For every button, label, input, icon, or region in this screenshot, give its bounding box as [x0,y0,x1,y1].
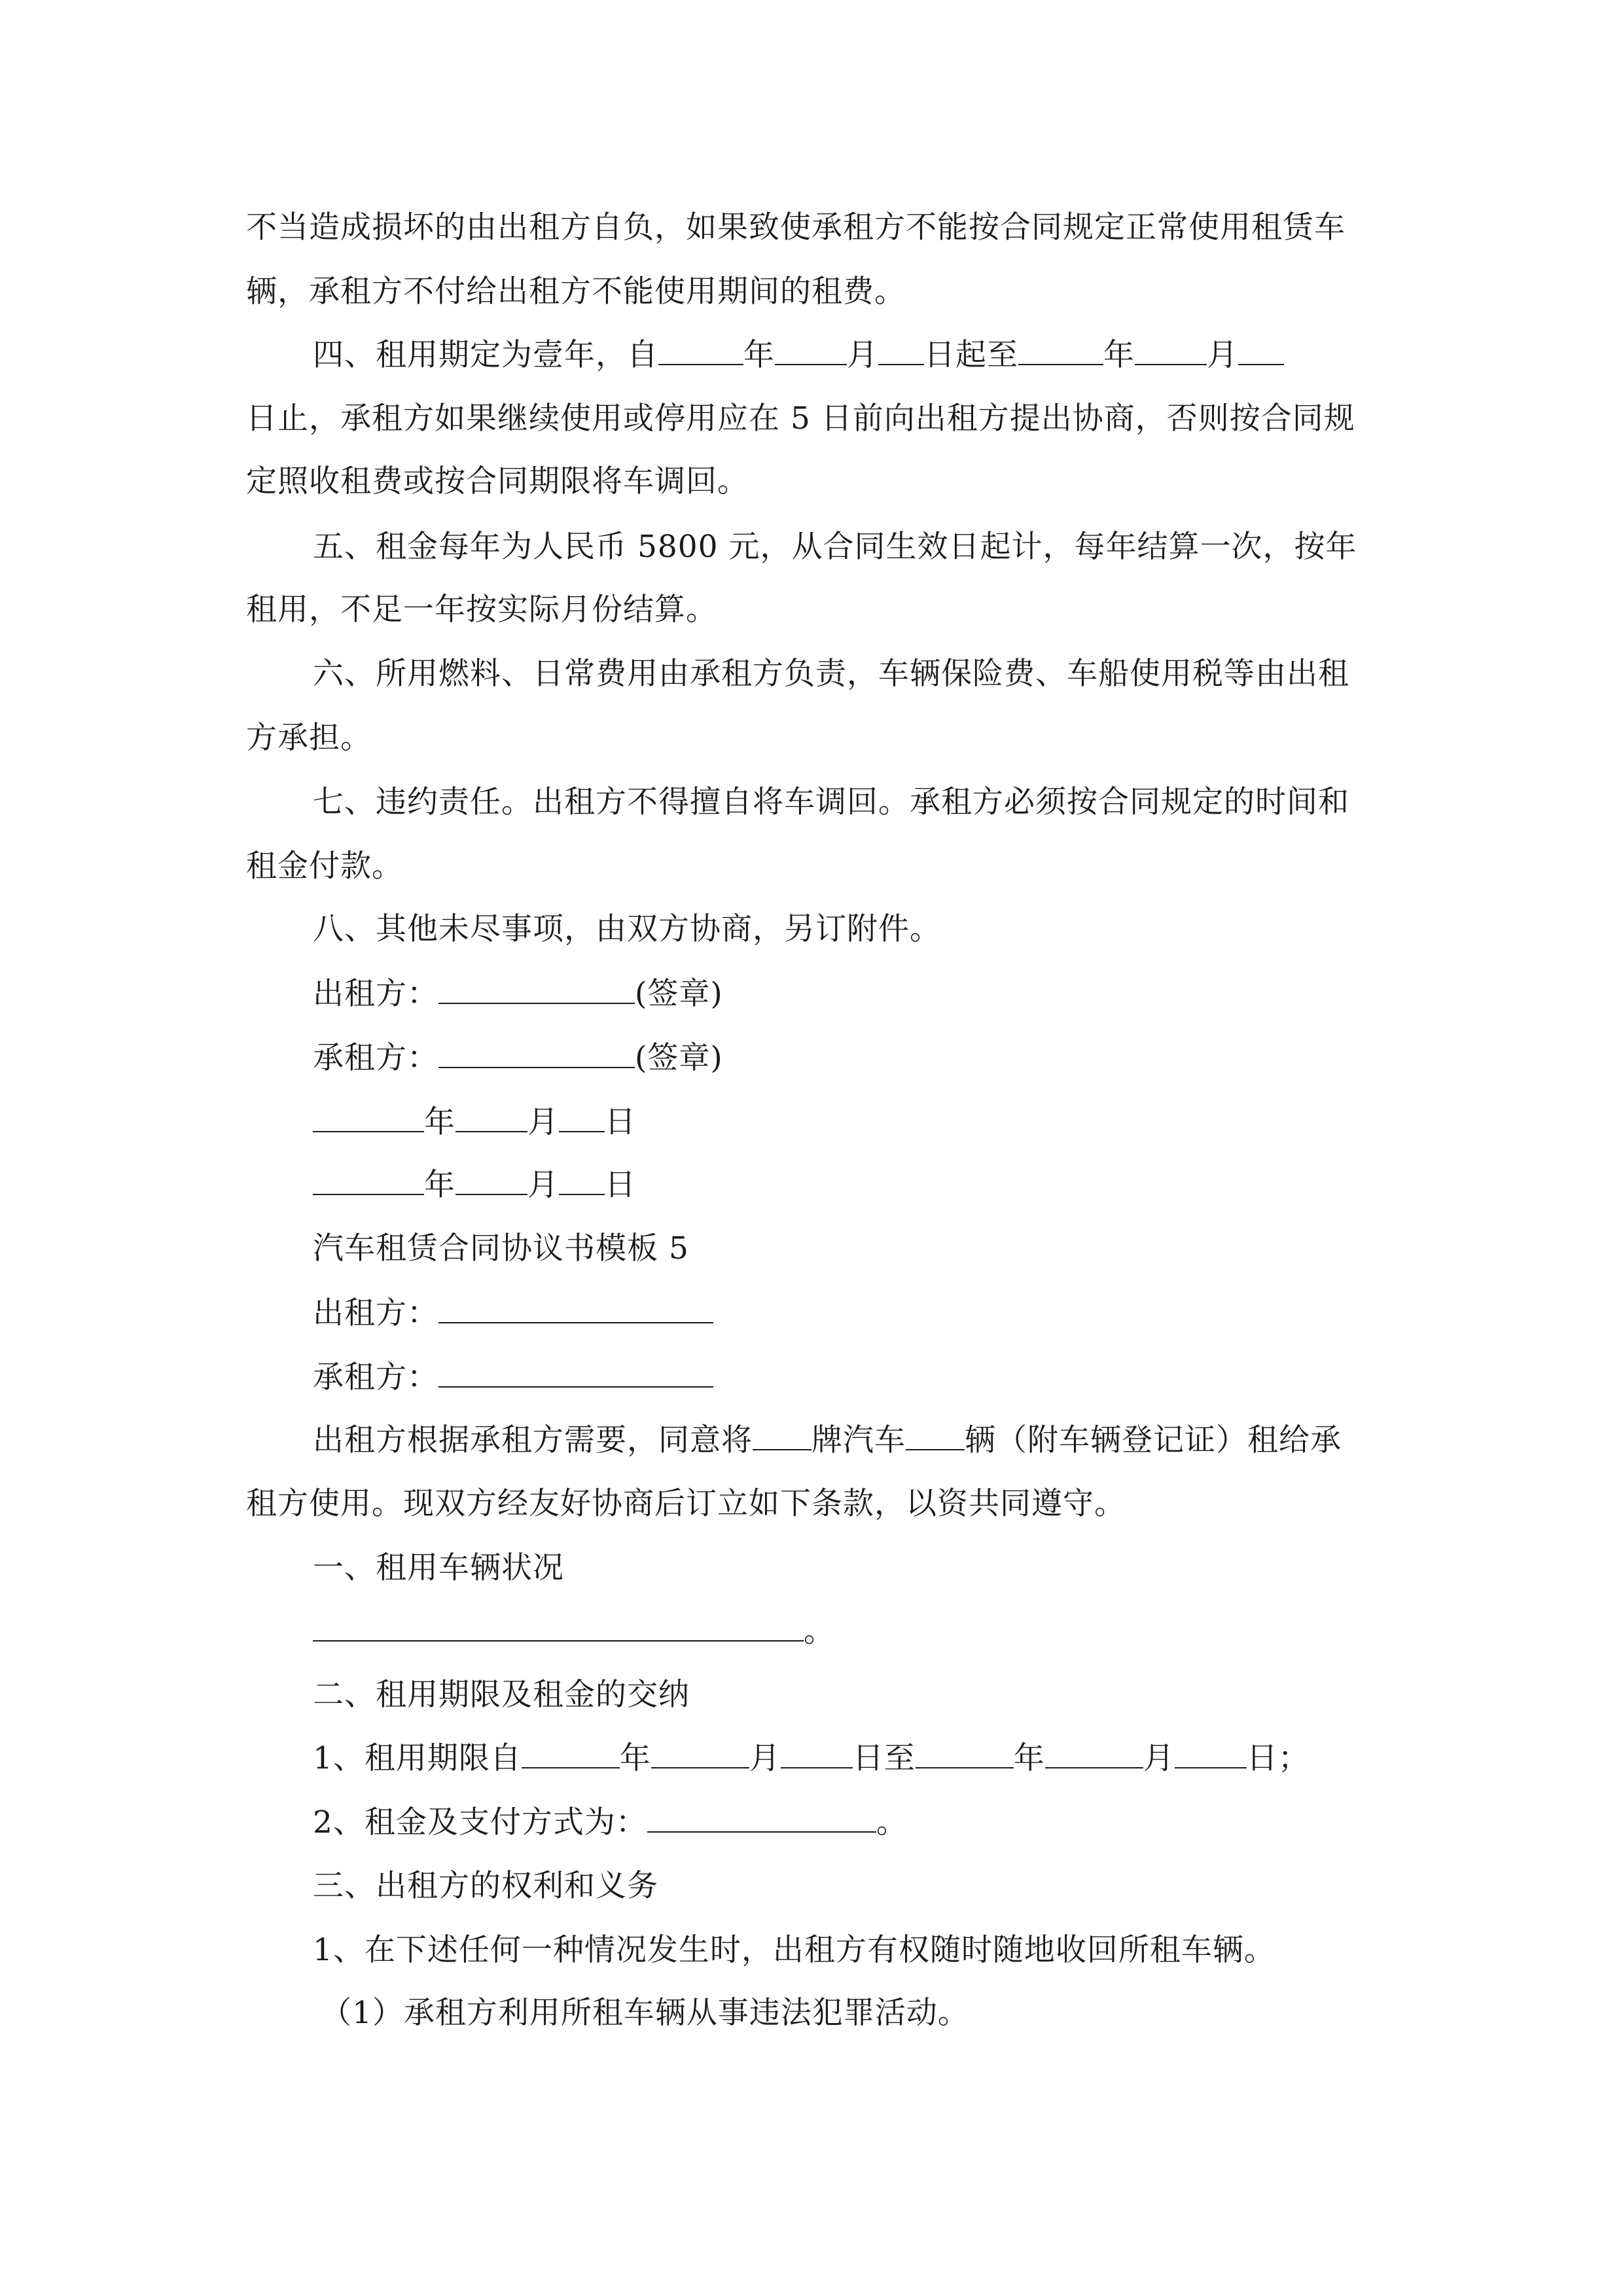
paragraph-line: 五、租金每年为人民币 5800 元，从合同生效日起计，每年结算一次，按年 [313,529,1357,565]
section-heading: 二、租用期限及租金的交纳 [313,1677,690,1713]
section-heading: 三、出租方的权利和义务 [313,1868,658,1904]
blank-underline [1018,335,1103,365]
paragraph-line: 四、租用期定为壹年，自 年 月 日起至 年 月 [313,335,1445,375]
paragraph-line: 不当造成损坏的由出租方自负，如果致使承租方不能按合同规定正常使用租赁车 [246,209,1346,245]
paragraph-line: 定照收租费或按合同期限将车调回。 [246,463,749,499]
paragraph-line: 六、所用燃料、日常费用由承租方负责，车辆保险费、车船使用税等由出租 [313,656,1349,692]
signature-line-lessor: 出租方： (签章) [313,974,1445,1014]
blank-underline [658,335,743,365]
paragraph-line: 八、其他未尽事项，由双方协商，另订附件。 [313,911,941,947]
section-heading: 一、租用车辆状况 [313,1550,564,1586]
blank-underline [1045,1738,1143,1768]
blank-underline [313,1165,424,1195]
blank-underline [1175,1738,1247,1768]
paragraph-line: 1、在下述任何一种情况发生时，出租方有权随时随地收回所租车辆。 [313,1932,1275,1968]
blank-underline [313,1102,424,1132]
blank-underline [455,1165,527,1195]
blank-underline [775,335,847,365]
blank-underline [559,1165,605,1195]
paragraph-line: 七、违约责任。出租方不得擅自将车调回。承租方必须按合同规定的时间和 [313,784,1349,820]
blank-underline [906,1420,965,1450]
blank-underline [438,974,635,1004]
blank-underline [438,1038,635,1068]
section-title: 汽车租赁合同协议书模板 5 [313,1230,689,1266]
blank-underline [916,1738,1014,1768]
blank-underline [1135,335,1207,365]
paragraph-line: 租方使用。现双方经友好协商后订立如下条款，以资共同遵守。 [246,1486,1126,1522]
paragraph-line: 租用，不足一年按实际月份结算。 [246,592,717,628]
blank-underline [753,1420,812,1450]
blank-underline [313,1611,804,1641]
date-line: 年 月 日 [313,1102,1445,1142]
paragraph-line: 租金付款。 [246,848,403,884]
blank-underline [438,1293,713,1323]
blank-underline [651,1738,749,1768]
paragraph-line: 辆，承租方不付给出租方不能使用期间的租费。 [246,274,906,310]
blank-underline [438,1357,713,1388]
date-line: 年 月 日 [313,1165,1445,1205]
blank-underline [455,1102,527,1132]
signature-line-lessee: 承租方： (签章) [313,1038,1445,1078]
paragraph-line: 1、租用期限自 年 月 日至 年 月 日； [313,1738,1445,1778]
blank-underline [522,1738,620,1768]
blank-line: 。 [313,1611,1445,1651]
paragraph-line: 方承担。 [246,720,372,756]
paragraph-line: （1）承租方利用所租车辆从事违法犯罪活动。 [321,1995,969,2031]
blank-underline [559,1102,605,1132]
paragraph-line: 2、租金及支付方式为： 。 [313,1803,1445,1842]
paragraph-line: 出租方根据承租方需要，同意将 牌汽车 辆（附车辆登记证）租给承 [313,1420,1445,1460]
party-line-lessee: 承租方： [313,1357,1445,1397]
blank-underline [647,1803,876,1833]
party-line-lessor: 出租方： [313,1293,1445,1333]
blank-underline [1238,335,1284,365]
blank-underline [878,335,924,365]
paragraph-line: 日止，承租方如果继续使用或停用应在 5 日前向出租方提出协商，否则按合同规 [246,401,1355,437]
blank-underline [781,1738,853,1768]
